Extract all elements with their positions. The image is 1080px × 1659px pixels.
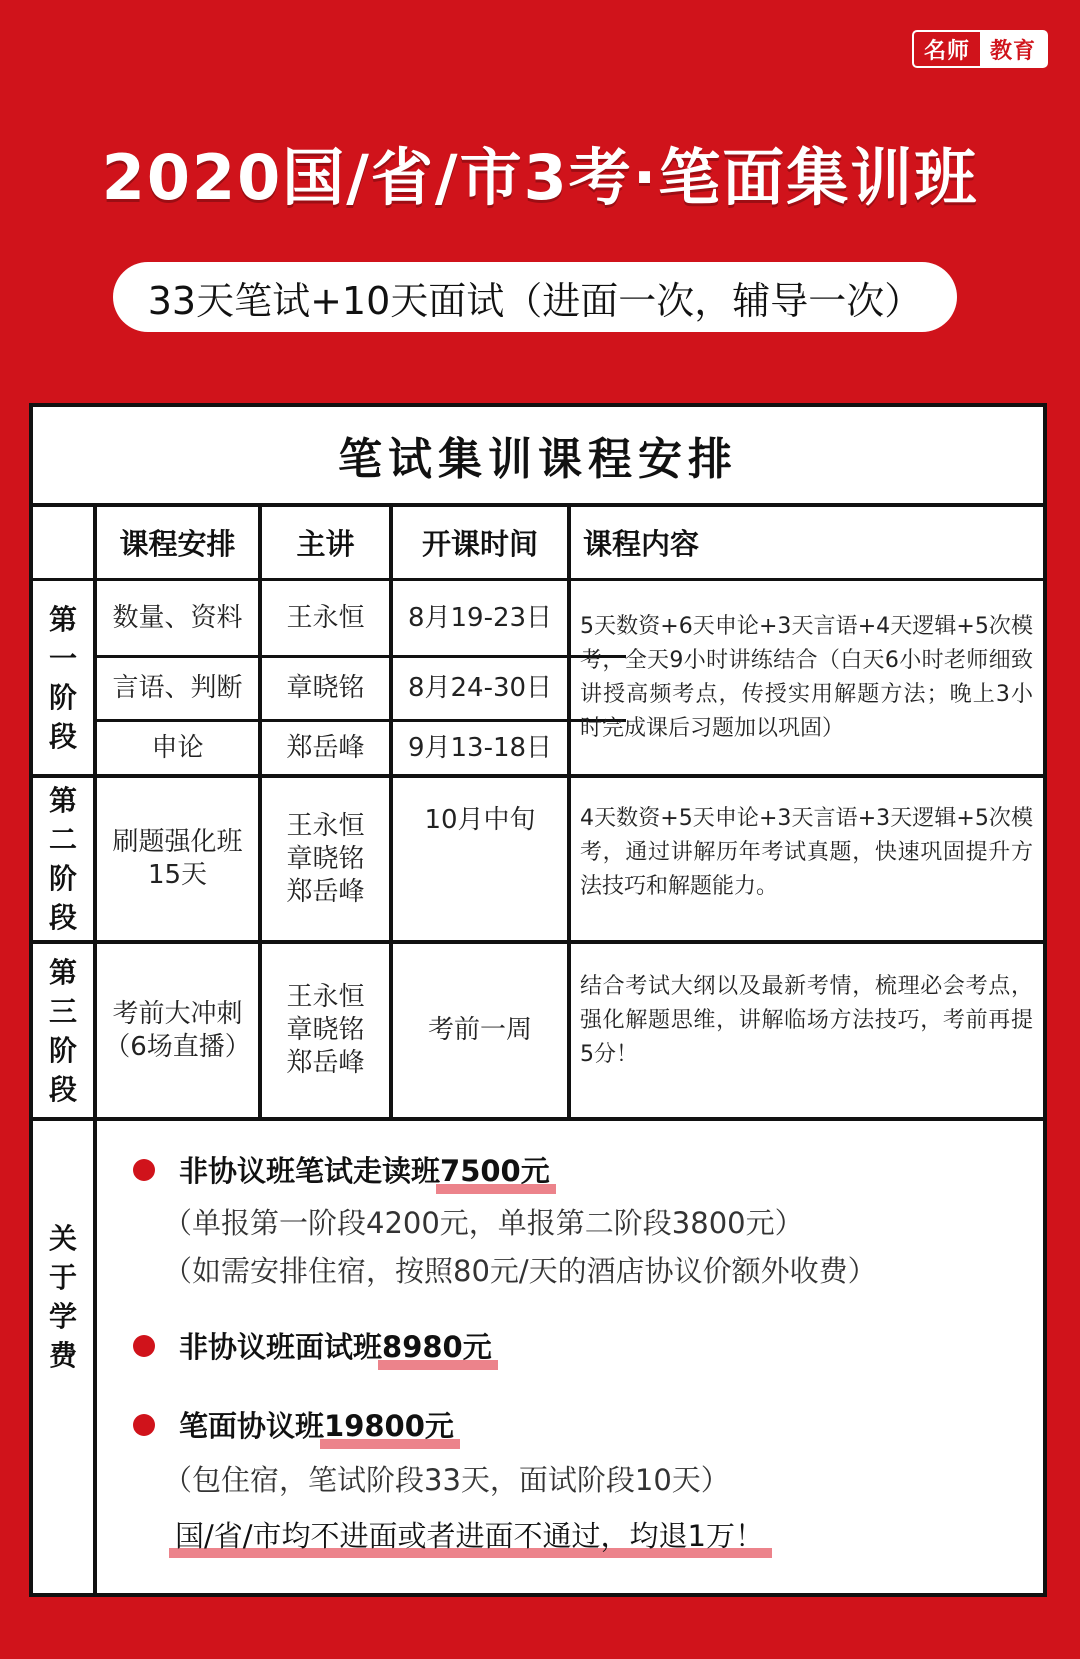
stage-char: 第 xyxy=(48,955,77,989)
stage-char: 段 xyxy=(48,1072,77,1106)
stage-char: 阶 xyxy=(48,1033,77,1067)
fees-char: 关 xyxy=(48,1222,77,1255)
bullet-dot xyxy=(133,1159,155,1181)
stage-1-course-1: 数量、资料 xyxy=(112,602,243,633)
course-line: （6场直播） xyxy=(104,1031,251,1062)
stage-3-course xyxy=(97,944,258,1117)
course-line: 考前大冲刺 xyxy=(112,998,243,1029)
stage-1-teacher-3: 郑岳峰 xyxy=(286,732,365,763)
fees-label xyxy=(33,1121,93,1597)
subtitle-pill: 33天笔试+10天面试（进面一次，辅导一次） xyxy=(113,262,957,332)
stage-1-time-1: 8月19-23日 xyxy=(407,602,553,633)
teacher-name: 郑岳峰 xyxy=(286,1048,365,1078)
stage-char: 三 xyxy=(48,994,77,1028)
stage-char: 阶 xyxy=(48,680,77,714)
refund-text: 国/省/市均不进面或者进面不通过，均退1万！ xyxy=(175,1519,764,1553)
fee-item-price: 19800元 xyxy=(324,1404,454,1445)
logo-text-left: 名师 xyxy=(914,32,980,66)
bullet-dot xyxy=(133,1414,155,1436)
course-line: 15天 xyxy=(147,860,208,890)
stage-1-time-2: 8月24-30日 xyxy=(407,673,553,703)
fees-char: 于 xyxy=(48,1261,77,1294)
logo-text-right: 教育 xyxy=(980,32,1046,66)
stage-2-label xyxy=(33,778,93,940)
stage-char: 第 xyxy=(48,602,77,636)
stage-3-content-text: 结合考试大纲以及最新考情，梳理必会考点，强化解题思维，讲解临场方法技巧，考前再提5分！ xyxy=(580,974,1033,1067)
stage-1-teacher-2: 章晓铭 xyxy=(286,673,365,703)
fee-item-text: 非协议班笔试走读班 xyxy=(179,1154,441,1188)
teacher-name: 郑岳峰 xyxy=(286,876,365,907)
stage-2-content xyxy=(571,778,1043,940)
fee-note-1: （单报第一阶段4200元，单报第二阶段3800元） xyxy=(163,1206,804,1240)
teacher-name: 王永恒 xyxy=(286,810,365,841)
stage-3-time: 考前一周 xyxy=(427,1015,532,1045)
stage-2-time: 10月中旬 xyxy=(424,805,536,835)
fees-char: 学 xyxy=(48,1300,77,1333)
header-course: 课程安排 xyxy=(119,527,236,561)
course-line: 刷题强化班 xyxy=(112,827,243,857)
stage-char: 第 xyxy=(48,784,77,817)
fee-note-3: （包住宿，笔试阶段33天，面试阶段10天） xyxy=(163,1463,730,1497)
stage-char: 段 xyxy=(48,719,77,753)
header-teacher: 主讲 xyxy=(296,527,355,561)
fee-item-price: 8980元 xyxy=(382,1325,492,1366)
fee-item-text: 非协议班面试班 xyxy=(179,1330,383,1364)
stage-1-label xyxy=(33,581,93,774)
stage-3-teachers xyxy=(262,944,389,1117)
schedule-table xyxy=(29,403,1047,1597)
stage-2-content-text: 4天数资+5天申论+3天言语+3天逻辑+5次模考，通过讲解历年考试真题，快速巩固提升方法技巧和解题能力。 xyxy=(580,806,1033,899)
stage-2-teachers xyxy=(262,778,389,940)
stage-2-course xyxy=(97,778,258,940)
stage-1-course-2: 言语、判断 xyxy=(112,673,243,703)
stage-1-course-3: 申论 xyxy=(151,732,204,763)
divider xyxy=(33,1117,1043,1121)
stage-char: 段 xyxy=(48,901,77,934)
teacher-name: 王永恒 xyxy=(286,982,365,1012)
fee-item-2 xyxy=(133,1325,492,1366)
fee-item-3 xyxy=(133,1404,454,1445)
teacher-name: 章晓铭 xyxy=(286,1015,365,1045)
stage-1-content-text: 5天数资+6天申论+3天言语+4天逻辑+5次模考，全天9小时讲练结合（白天6小时老师细致讲授高频考点，传授实用解题方法；晚上3小时完成课后习题加以巩固） xyxy=(580,613,1033,741)
fees-char: 费 xyxy=(48,1339,77,1372)
stage-1-content xyxy=(571,581,1043,774)
stage-3-label xyxy=(33,944,93,1117)
stage-3-content xyxy=(571,944,1043,1117)
header-time: 开课时间 xyxy=(421,527,538,561)
bullet-dot xyxy=(133,1335,155,1357)
stage-char: 二 xyxy=(48,823,77,856)
fee-item-price: 7500元 xyxy=(440,1149,550,1190)
stage-char: 一 xyxy=(48,641,77,675)
refund-note xyxy=(175,1514,764,1555)
fee-item-1 xyxy=(133,1149,550,1190)
header-content: 课程内容 xyxy=(583,527,700,561)
stage-1-teacher-1: 王永恒 xyxy=(286,602,365,633)
page-title: 2020国/省/市3考·笔面集训班 xyxy=(101,141,979,214)
teacher-name: 章晓铭 xyxy=(286,843,365,874)
table-title: 笔试集训课程安排 xyxy=(338,434,738,485)
brand-logo xyxy=(912,30,1048,68)
fee-item-text: 笔面协议班 xyxy=(179,1409,325,1443)
stage-char: 阶 xyxy=(48,862,77,895)
stage-1-time-3: 9月13-18日 xyxy=(407,732,553,763)
fee-note-2: （如需安排住宿，按照80元/天的酒店协议价额外收费） xyxy=(163,1254,877,1288)
